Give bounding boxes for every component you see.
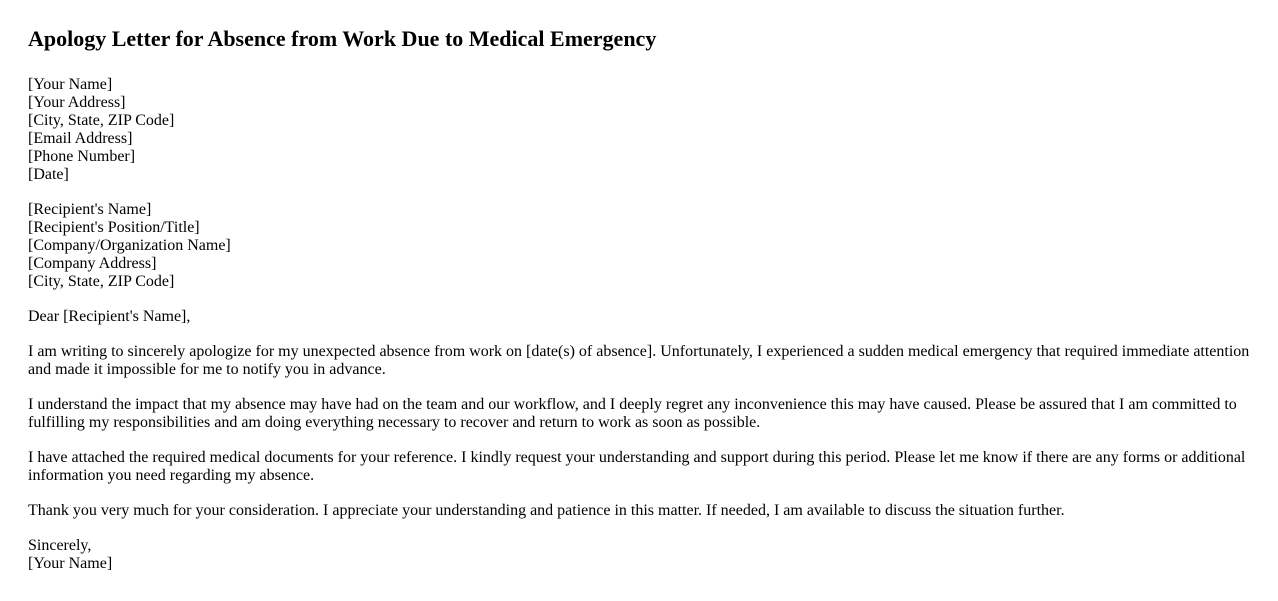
- body-paragraph-apology: I am writing to sincerely apologize for my unexpected absence from work on [date(s) of absence]. Unfortunately, I experienced a sudden medical emergency that required immediate attention and made it impossible for me to notify you in advance.: [28, 343, 1250, 378]
- recipient-company-address-line: [Company Address]: [28, 255, 157, 272]
- body-paragraph-thanks: Thank you very much for your consideration. I appreciate your understanding and patience in this matter. If needed, I am available to discuss the situation further.: [28, 502, 1065, 519]
- closing-signoff-line: Sincerely,: [28, 537, 92, 554]
- sender-name-line: [Your Name]: [28, 76, 113, 93]
- closing-block: [28, 537, 1250, 573]
- closing-signature-line: [Your Name]: [28, 555, 113, 572]
- recipient-city-line: [City, State, ZIP Code]: [28, 273, 175, 290]
- body-paragraph-impact: I understand the impact that my absence may have had on the team and our workflow, and I deeply regret any inconvenience this may have caused. Please be assured that I am committed to fulfilling my responsibilities and am doing everything necessary to recover and return to work as soon as possible.: [28, 396, 1237, 431]
- body-paragraph-documents: I have attached the required medical documents for your reference. I kindly request your understanding and support during this period. Please let me know if there are any forms or additional information you need regarding my absence.: [28, 449, 1246, 484]
- sender-address-line: [Your Address]: [28, 94, 126, 111]
- recipient-address-block: [28, 201, 1250, 291]
- letter-title: Apology Letter for Absence from Work Due to Medical Emergency: [28, 26, 657, 51]
- sender-address-block: [28, 76, 1250, 184]
- date-line: [Date]: [28, 166, 69, 183]
- salutation: Dear [Recipient's Name],: [28, 308, 191, 325]
- sender-email-line: [Email Address]: [28, 130, 133, 147]
- recipient-company-line: [Company/Organization Name]: [28, 237, 231, 254]
- recipient-position-line: [Recipient's Position/Title]: [28, 219, 200, 236]
- recipient-name-line: [Recipient's Name]: [28, 201, 152, 218]
- sender-phone-line: [Phone Number]: [28, 148, 136, 165]
- sender-city-line: [City, State, ZIP Code]: [28, 112, 175, 129]
